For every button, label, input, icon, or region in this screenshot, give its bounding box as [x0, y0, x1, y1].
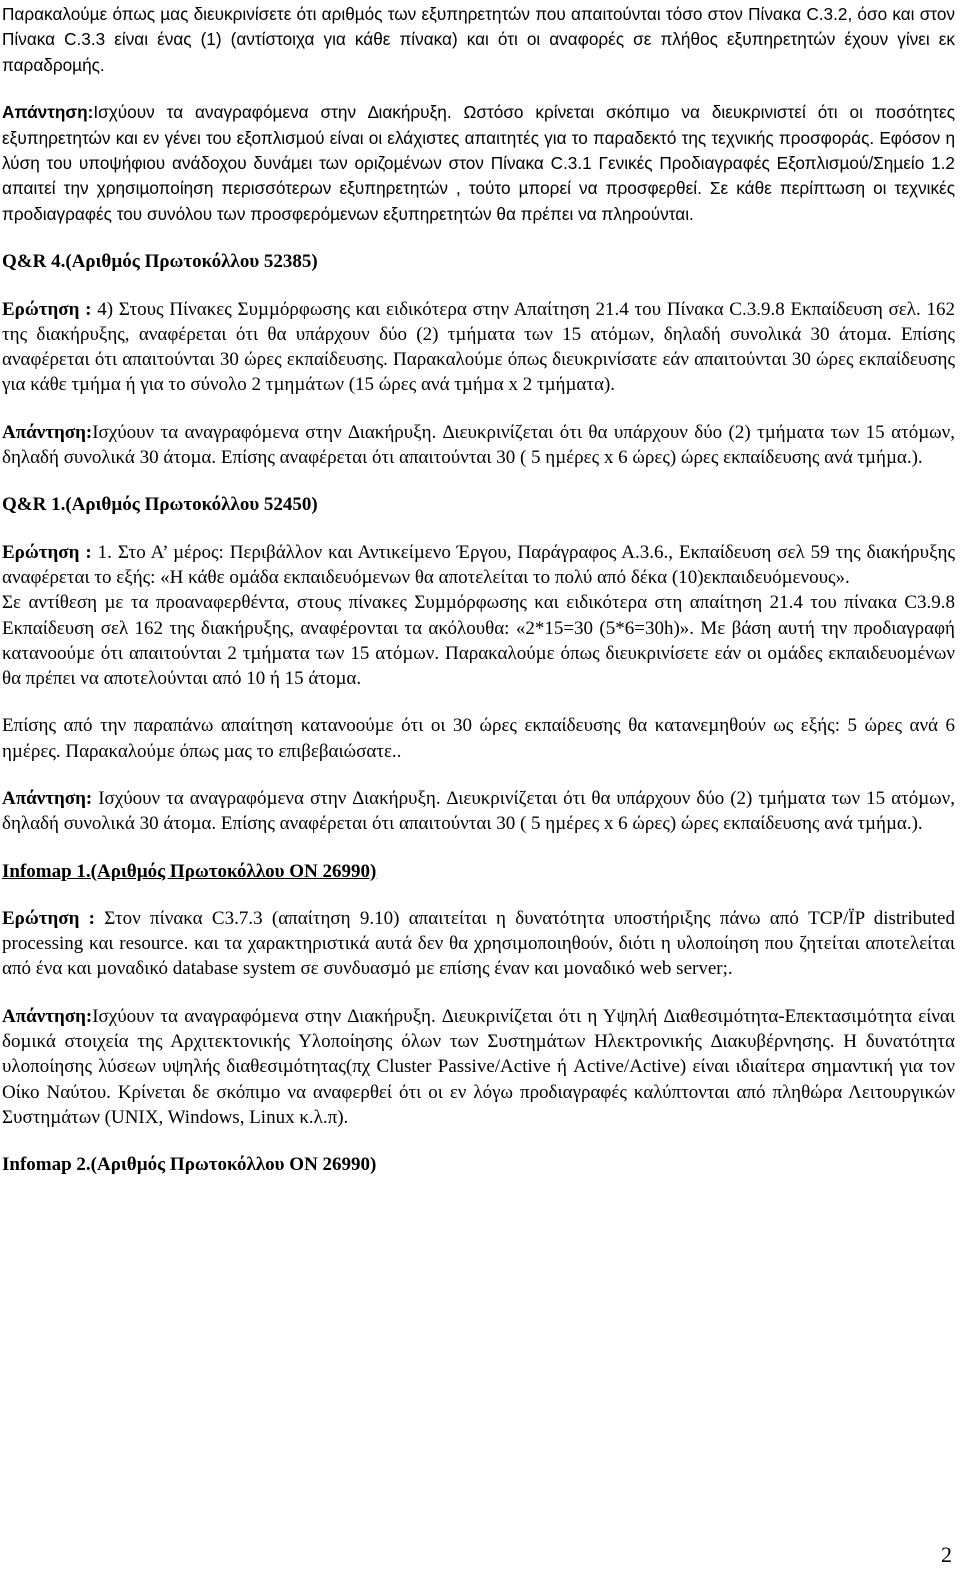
answer-text: Ισχύουν τα αναγραφόµενα στην ∆ιακήρυξη. Ωστόσο κρίνεται σκόπιµο να διευκρινιστεί ότι οι ποσότητες εξυπηρετητών και εν γένει του εξοπλισµού είναι οι ελάχιστες απαιτητές για το παραδεκτό της τεχνικής προσφοράς. Εφόσον η λύση του υποψήφιου ανάδοχου δυνάµει των οριζοµένων στον Πίνακα C.3.1 Γενικές Προδιαγραφές Εξοπλισµού/Σηµείο 1.2 απαιτεί την χρησιµοποίηση περισσότερων εξυπηρετητών , τούτο µπορεί να προσφερθεί. Σε κάθε περίπτωση οι τεχνικές προδιαγραφές του συνόλου των προσφερόµενων εξυπηρετητών θα πρέπει να πληρούνται. — [2, 102, 955, 224]
qr4-heading — [2, 249, 955, 274]
qr4-heading-text: Q&R 4.(Αριθµός Πρωτοκόλλου 52385) — [2, 251, 318, 273]
infomap1-question-paragraph — [2, 906, 955, 982]
qr1-question-paragraph — [2, 540, 955, 591]
page-number: 2 — [941, 1542, 952, 1567]
qr4-answer-paragraph — [2, 420, 955, 471]
qr1-answer-paragraph — [2, 786, 955, 837]
intro-answer-paragraph — [2, 100, 955, 227]
question-text: 1. Στο Α’ µέρος: Περιβάλλον και Αντικείµενο Έργου, Παράγραφος Α.3.6., Εκπαίδευση σελ 59 της διακήρυξης αναφέρεται το εξής: «Η κάθε οµάδα εκπαιδευόµενων θα αποτελείται το πολύ από δέκα (10)εκπαιδευόµενους». — [2, 541, 955, 588]
qr1-heading-text: Q&R 1.(Αριθµός Πρωτοκόλλου 52450) — [2, 494, 318, 516]
answer-text: Ισχύουν τα αναγραφόµενα στην ∆ιακήρυξη. ∆ιευκρινίζεται ότι θα υπάρχουν δύο (2) τµήµατα των 15 ατόµων, δηλαδή συνολικά 30 άτοµα. Επίσης αναφέρεται ότι απαιτούνται 30 ( 5 ηµέρες x 6 ώρες) ώρες εκπαίδευσης ανά τµήµα.). — [2, 421, 955, 469]
answer-label: Απάντηση: — [2, 788, 93, 809]
qr4-question-paragraph — [2, 297, 955, 398]
infomap1-heading-text: Infomap 1.(Αριθµός Πρωτοκόλλου ΟΝ 26990) — [2, 860, 377, 882]
answer-label: Απάντηση: — [2, 102, 94, 123]
question-label: Ερώτηση : — [2, 541, 92, 563]
qr1-question-paragraph-3: Επίσης από την παραπάνω απαίτηση κατανοούµε ότι οι 30 ώρες εκπαίδευσης θα κατανεµηθούν ως εξής: 5 ώρες ανά 6 ηµέρες. Παρακαλούµε όπως µας το επιβεβαιώσατε.. — [2, 715, 955, 762]
question-label: Ερώτηση : — [2, 298, 92, 320]
answer-label: Απάντηση: — [2, 421, 93, 443]
infomap2-heading — [2, 1152, 955, 1177]
infomap1-heading — [2, 859, 955, 884]
question-text: 4) Στους Πίνακες Συµµόρφωσης και ειδικότερα στην Απαίτηση 21.4 του Πίνακα C.3.9.8 Εκπαίδευση σελ. 162 της διακήρυξης, αναφέρεται ότι θα υπάρχουν δύο (2) τµήµατα των 15 ατόµων, δηλαδή συνολικά 30 άτοµα. Επίσης αναφέρεται ότι απαιτούνται 30 ώρες εκπαίδευσης. Παρακαλούµε όπως διευκρινίσατε εάν απαιτούνται 30 ώρες εκπαίδευσης για κάθε τµήµα ή για το σύνολο 2 τµηµάτων (15 ώρες ανά τµήµα x 2 τµήµατα). — [2, 298, 955, 396]
answer-text: Ισχύουν τα αναγραφόµενα στην ∆ιακήρυξη. ∆ιευκρινίζεται ότι θα υπάρχουν δύο (2) τµήµατα των 15 ατόµων, δηλαδή συνολικά 30 άτοµα. Επίσης αναφέρεται ότι απαιτούνται 30 ( 5 ηµέρες x 6 ώρες) ώρες εκπαίδευσης ανά τµήµα.). — [2, 788, 955, 835]
infomap2-heading-text: Infomap 2.(Αριθµός Πρωτοκόλλου ΟΝ 26990) — [2, 1154, 377, 1176]
answer-text: Ισχύουν τα αναγραφόµενα στην ∆ιακήρυξη. ∆ιευκρινίζεται ότι η Υψηλή ∆ιαθεσιµότητα-Επεκτασιµότητα είναι δοµικά στοιχεία της Αρχιτεκτονικής Υλοποίησης όλων των Συστηµάτων Ηλεκτρονικής ∆ιακυβέρνησης. Η δυνατότητα υλοποίησης λύσεων υψηλής διαθεσιµότητας(πχ Cluster Passive/Active ή Active/Active) είναι ιδιαίτερα σηµαντική για τον Οίκο Ναύτου. Κρίνεται δε σκόπιµο να αναφερθεί ότι οι εν λόγω προδιαγραφές καλύπτονται από πληθώρα Λειτουργικών Συστηµάτων (UNIX, Windows, Linux κ.λ.π). — [2, 1005, 955, 1128]
qr1-heading — [2, 492, 955, 517]
intro-request-paragraph: Παρακαλούµε όπως µας διευκρινίσετε ότι αριθµός των εξυπηρετητών που απαιτούνται τόσο στον Πίνακα C.3.2, όσο και στον Πίνακα C.3.3 είναι ένας (1) (αντίστοιχα για κάθε πίνακα) και ότι οι αναφορές σε πλήθος εξυπηρετητών έχουν γίνει εκ παραδροµής. — [2, 4, 955, 75]
question-label: Ερώτηση : — [2, 907, 96, 929]
question-text: Στον πίνακα C3.7.3 (απαίτηση 9.10) απαιτείται η δυνατότητα υποστήριξης πάνω από TCP/ÏP distributed processing και resource. και τα χαρακτηριστικά αυτά δεν θα χρησιµοποιηθούν, διότι η υλοποίηση που ζητείται αποτελείται από ένα και µοναδικό database system σε συνδυασµό µε επίσης έναν και µοναδικό web server;. — [2, 907, 955, 980]
answer-label: Απάντηση: — [2, 1005, 93, 1027]
qr1-question-paragraph-2: Σε αντίθεση µε τα προαναφερθέντα, στους πίνακες Συµµόρφωσης και ειδικότερα στη απαίτηση 21.4 του πίνακα C3.9.8 Εκπαίδευση σελ 162 της διακήρυξης, αναφέρονται τα ακόλουθα: «2*15=30 (5*6=30h)». Με βάση αυτή την προδιαγραφή κατανοούµε ότι απαιτούνται 2 τµήµατα των 15 ατόµων. Παρακαλούµε όπως διευκρινίσετε εάν οι οµάδες εκπαιδευοµένων θα πρέπει να αποτελούνται από 10 ή 15 άτοµα. — [2, 592, 955, 690]
infomap1-answer-paragraph — [2, 1004, 955, 1130]
